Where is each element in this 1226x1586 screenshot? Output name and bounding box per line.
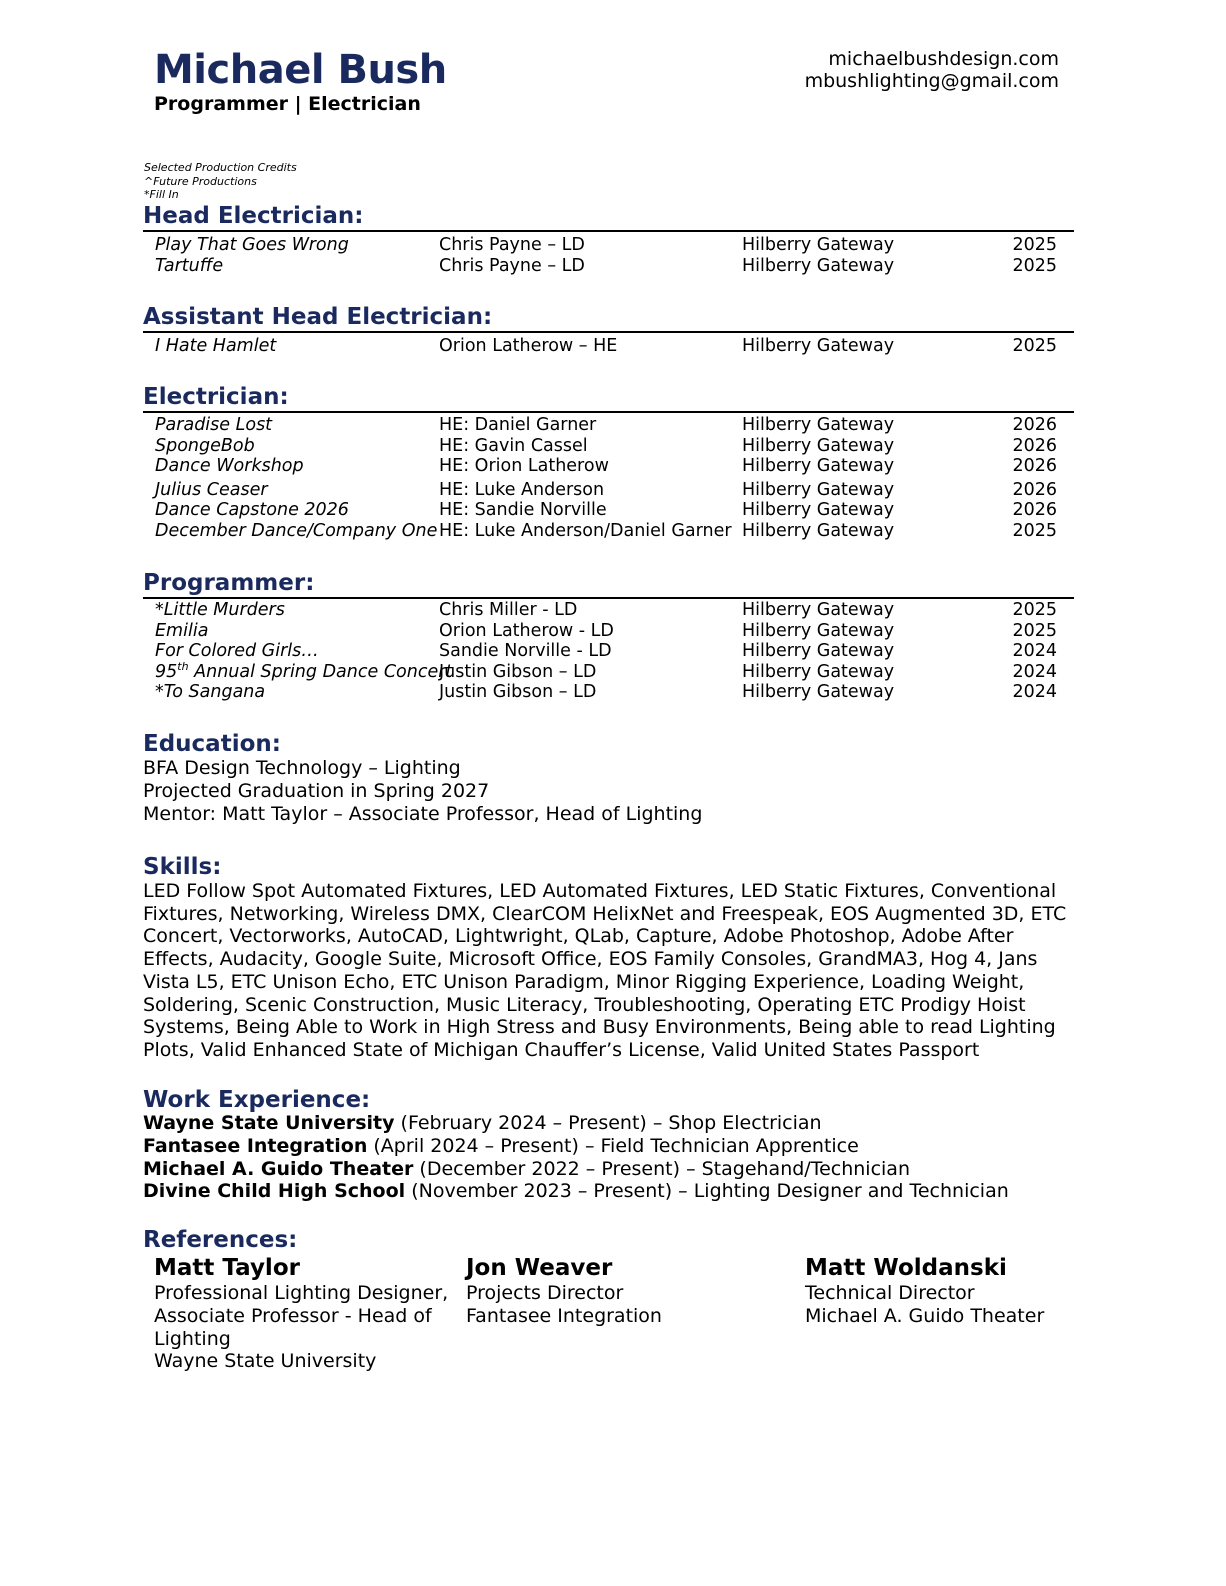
reference-line: Lighting [154, 1327, 231, 1350]
work-experience-list [143, 1112, 1009, 1203]
credit-venue: Hilberry Gateway [742, 600, 895, 620]
credit-row [143, 682, 1074, 703]
show-title: Dance Capstone 2026 [155, 500, 349, 520]
section-heading-work-experience: Work Experience: [143, 1087, 371, 1113]
credit-venue: Hilberry Gateway [742, 500, 895, 520]
credit-row [143, 480, 1074, 501]
credit-row [143, 641, 1074, 662]
show-title-rest: Annual Spring Dance Concert [188, 661, 453, 682]
show-title: Play That Goes Wrong [155, 235, 349, 255]
credit-role: Chris Payne – LD [439, 255, 585, 276]
reference-name: Matt Woldanski [805, 1255, 1007, 1281]
credit-year: 2024 [1012, 682, 1057, 702]
reference-line: Professional Lighting Designer, [154, 1282, 449, 1304]
credit-row [143, 521, 1074, 542]
section-divider [143, 411, 1074, 413]
work-detail: (December 2022 – Present) – Stagehand/Technician [413, 1157, 910, 1180]
credit-year: 2025 [1012, 255, 1057, 276]
reference-card [466, 1254, 662, 1328]
show-title: December Dance/Company One [155, 520, 438, 541]
credit-venue: Hilberry Gateway [742, 235, 895, 255]
credit-year: 2024 [1012, 661, 1057, 682]
credit-row [143, 659, 1074, 683]
employer-name: Wayne State University [143, 1112, 395, 1134]
show-title: For Colored Girls… [155, 641, 319, 661]
reference-line: Wayne State University [154, 1350, 377, 1373]
credit-venue: Hilberry Gateway [742, 520, 895, 541]
credit-role: HE: Luke Anderson [439, 479, 605, 500]
legend-line: ^Future Productions [144, 174, 257, 188]
ordinal-suffix: th [177, 659, 189, 673]
credit-role: Justin Gibson – LD [439, 682, 597, 702]
credit-year: 2025 [1012, 235, 1057, 255]
legend-line: Selected Production Credits [144, 161, 297, 174]
show-title: *Little Murders [155, 600, 285, 620]
website-link[interactable]: michaelbushdesign.com [828, 48, 1059, 70]
credit-role: HE: Gavin Cassel [439, 435, 588, 456]
credit-role: Chris Payne – LD [439, 235, 585, 255]
credits-table-programmer [143, 600, 1074, 703]
credit-venue: Hilberry Gateway [742, 456, 895, 476]
credit-year: 2026 [1012, 456, 1057, 476]
section-heading-head-electrician: Head Electrician: [143, 203, 364, 229]
show-title: Julius Ceaser [155, 479, 268, 500]
credit-role: Orion Latherow - LD [439, 620, 614, 641]
credit-role: HE: Luke Anderson/Daniel Garner [439, 520, 732, 541]
credits-table-electrician [143, 415, 1074, 541]
credit-row [143, 235, 1074, 256]
credit-row [143, 336, 1074, 357]
credit-role: HE: Daniel Garner [439, 415, 597, 435]
credit-year: 2025 [1012, 600, 1057, 620]
reference-line: Technical Director [805, 1282, 975, 1304]
reference-name: Jon Weaver [466, 1255, 613, 1281]
credit-row [143, 256, 1074, 277]
credits-table-head-electrician [143, 235, 1074, 276]
reference-line: Projects Director [466, 1282, 624, 1304]
credit-year: 2025 [1012, 620, 1057, 641]
credit-role: HE: Orion Latherow [439, 456, 609, 476]
reference-card [154, 1254, 448, 1373]
credit-venue: Hilberry Gateway [742, 435, 895, 456]
employer-name: Michael A. Guido Theater [143, 1157, 414, 1180]
work-item [143, 1112, 1009, 1135]
section-heading-assistant-head-electrician: Assistant Head Electrician: [143, 304, 493, 330]
work-detail: (April 2024 – Present) – Field Technician Apprentice [367, 1134, 859, 1157]
credit-year: 2026 [1012, 435, 1057, 456]
credit-year: 2026 [1012, 500, 1057, 520]
show-title: Tartuffe [155, 255, 224, 276]
section-heading-skills: Skills: [143, 854, 222, 880]
reference-line: Associate Professor - Head of [154, 1304, 432, 1327]
section-heading-education: Education: [143, 731, 281, 757]
credit-role: Orion Latherow – HE [439, 336, 618, 356]
skills-list: LED Follow Spot Automated Fixtures, LED Automated Fixtures, LED Static Fixtures, Conventional Fixtures, Networking, Wireless DMX, ClearCOM HelixNet and Freespeak, EOS Augmented 3D, ETC Concert, Vectorworks, AutoCAD, Lightwright, QLab, Capture, Adobe Photoshop, Adobe After Effects, Audacity, Google Suite, Microsoft Office, EOS Family Consoles, GrandMA3, Hog 4, Jans Vista L5, ETC Unison Echo, ETC Unison Paradigm, Minor Rigging Experience, Loading Weight, Soldering, Scenic Construction, Music Literacy, Troubleshooting, Operating ETC Prodigy Hoist Systems, Being Able to Work in High Stress and Busy Environments, Being able to read Lighting Plots, Valid Enhanced State of Michigan Chauffer’s License, Valid United States Passport [143, 880, 1067, 1061]
employer-name: Fantasee Integration [143, 1134, 368, 1157]
resume-subtitle: Programmer | Electrician [154, 93, 421, 115]
reference-name: Matt Taylor [154, 1255, 300, 1281]
reference-line: Michael A. Guido Theater [805, 1304, 1045, 1327]
education-details [143, 757, 702, 825]
credit-row [143, 436, 1074, 457]
show-title [155, 659, 453, 683]
credit-year: 2024 [1012, 641, 1057, 661]
work-item [143, 1158, 1009, 1181]
credit-venue: Hilberry Gateway [742, 620, 895, 641]
show-title: Emilia [155, 620, 209, 641]
show-title: SpongeBob [155, 435, 255, 456]
employer-name: Divine Child High School [143, 1180, 406, 1203]
credit-row [143, 500, 1074, 521]
credit-venue: Hilberry Gateway [742, 479, 895, 500]
credit-role: Sandie Norville - LD [439, 641, 612, 661]
section-heading-references: References: [143, 1227, 298, 1253]
credit-venue: Hilberry Gateway [742, 661, 895, 682]
credit-row [143, 621, 1074, 642]
section-heading-electrician: Electrician: [143, 384, 289, 410]
contact-info [805, 48, 1059, 92]
credit-role: Chris Miller - LD [439, 600, 578, 620]
credit-venue: Hilberry Gateway [742, 682, 895, 702]
section-divider [143, 230, 1074, 232]
work-item [143, 1180, 1009, 1203]
credit-role: Justin Gibson – LD [439, 661, 597, 682]
credit-venue: Hilberry Gateway [742, 336, 895, 356]
credit-role: HE: Sandie Norville [439, 500, 607, 520]
legend-line: *Fill In [144, 188, 179, 201]
show-title: Dance Workshop [155, 456, 304, 476]
work-detail: (February 2024 – Present) – Shop Electrician [394, 1112, 822, 1134]
credit-row [143, 456, 1074, 477]
education-line: Mentor: Matt Taylor – Associate Professor, Head of Lighting [143, 802, 703, 825]
reference-card [805, 1254, 1044, 1328]
credit-venue: Hilberry Gateway [742, 641, 895, 661]
section-divider [143, 331, 1074, 333]
education-line: BFA Design Technology – Lighting [143, 757, 461, 779]
credit-year: 2026 [1012, 415, 1057, 435]
credit-year: 2025 [1012, 336, 1057, 356]
section-divider [143, 597, 1074, 599]
credit-venue: Hilberry Gateway [742, 415, 895, 435]
show-title: I Hate Hamlet [155, 336, 277, 356]
email-link[interactable]: mbushlighting@gmail.com [804, 70, 1059, 92]
work-item [143, 1135, 1009, 1158]
credit-venue: Hilberry Gateway [742, 255, 895, 276]
credit-year: 2026 [1012, 479, 1057, 500]
reference-line: Fantasee Integration [466, 1304, 662, 1327]
credit-year: 2025 [1012, 520, 1057, 541]
section-heading-programmer: Programmer: [143, 570, 315, 596]
credits-table-assistant-head-electrician [143, 336, 1074, 357]
work-detail: (November 2023 – Present) – Lighting Designer and Technician [405, 1180, 1009, 1203]
show-title-number: 95 [155, 661, 178, 682]
credits-legend [144, 161, 297, 202]
show-title: *To Sangana [155, 682, 266, 702]
credit-row [143, 600, 1074, 621]
education-line: Projected Graduation in Spring 2027 [143, 779, 490, 802]
credit-row [143, 415, 1074, 436]
show-title: Paradise Lost [155, 415, 273, 435]
resume-name: Michael Bush [154, 47, 447, 93]
